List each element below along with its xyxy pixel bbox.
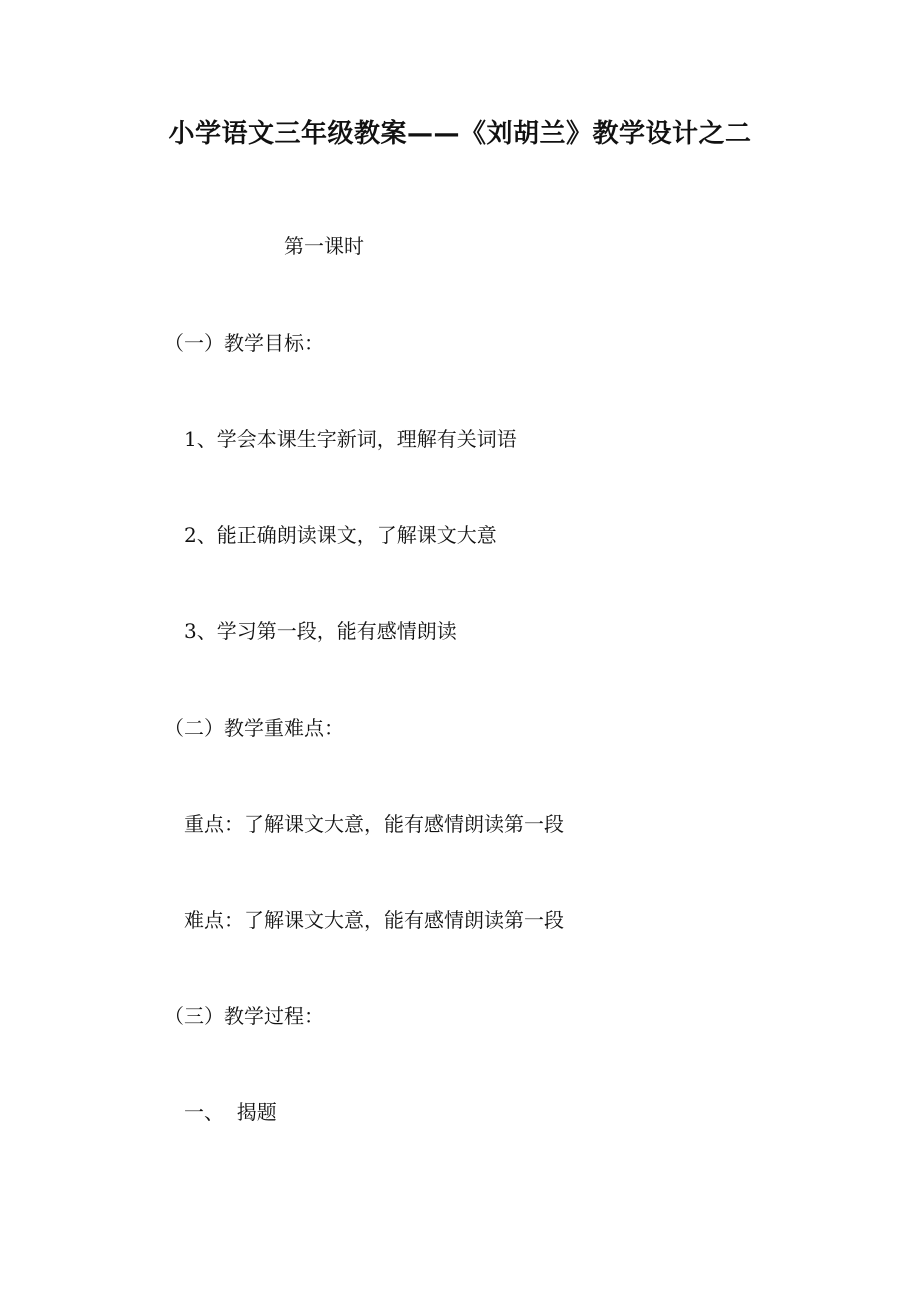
section-heading-objectives: （一）教学目标： bbox=[164, 331, 324, 355]
lesson-period: 第一课时 bbox=[284, 234, 364, 258]
section-heading-process: （三）教学过程： bbox=[164, 1004, 324, 1028]
document-title: 小学语文三年级教案——《刘胡兰》教学设计之二 bbox=[168, 119, 752, 149]
process-step: 一、 揭题 bbox=[184, 1100, 277, 1124]
objective-item: 1、学会本课生字新词，理解有关词语 bbox=[184, 427, 517, 451]
difficult-point-line: 难点：了解课文大意，能有感情朗读第一段 bbox=[184, 908, 564, 932]
objective-item: 2、能正确朗读课文，了解课文大意 bbox=[184, 523, 497, 547]
section-heading-key-points: （二）教学重难点： bbox=[164, 716, 344, 740]
key-point-line: 重点：了解课文大意，能有感情朗读第一段 bbox=[184, 812, 564, 836]
objective-item: 3、学习第一段，能有感情朗读 bbox=[184, 619, 457, 643]
